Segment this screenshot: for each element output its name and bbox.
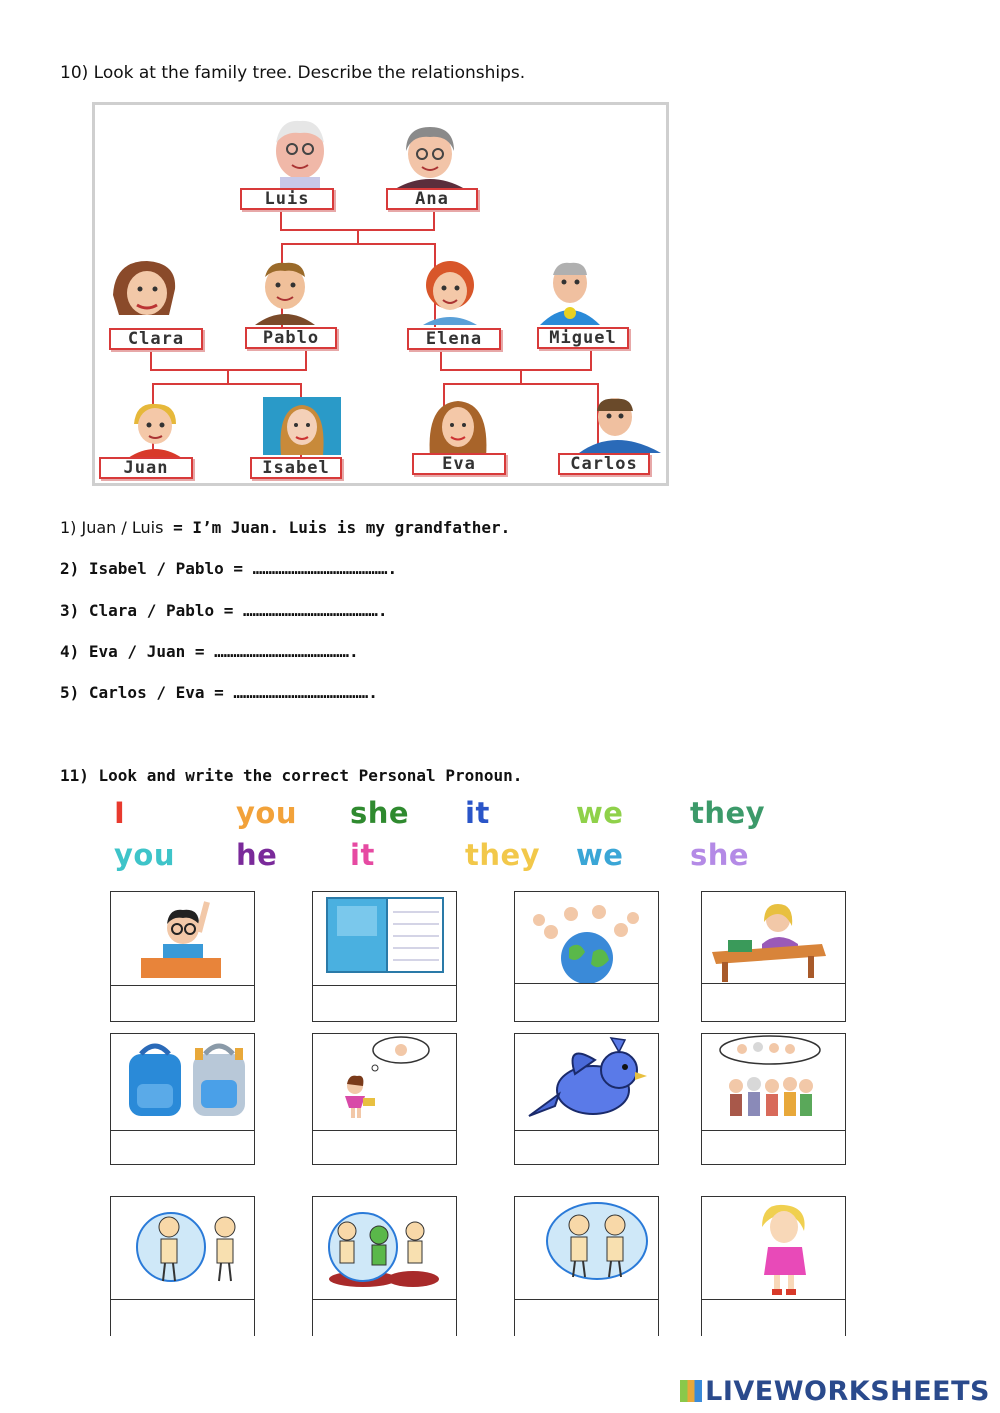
picture-card-1 [110,891,255,1022]
answer-box-9[interactable] [111,1299,254,1336]
word-bank-item: she [350,796,410,830]
juan-portrait-icon [120,398,190,458]
logo-text: LIVEWORKSHEETS [705,1376,990,1407]
picture-card-12 [701,1196,846,1336]
picture-card-11 [514,1196,659,1336]
clara-portrait-icon [105,255,185,325]
carlos-portrait-icon [573,391,665,453]
woman-at-desk-icon [702,892,845,985]
miguel-portrait-icon [535,255,605,325]
boy-at-desk-icon [111,892,254,985]
exercise-10-item-4[interactable]: 4) Eva / Juan = ……………………………………. [60,642,359,661]
liveworksheets-logo [680,1376,990,1407]
example-equals: = [163,518,193,537]
you-three-children-icon [313,1197,456,1299]
logo-mark-icon [680,1380,702,1402]
answer-box-2[interactable] [313,984,456,1021]
word-bank-item: it [350,838,375,872]
word-bank-item: she [690,838,750,872]
tree-name-elena: Elena [407,328,501,350]
answer-box-8[interactable] [702,1130,845,1164]
exercise-10-item-5[interactable]: 5) Carlos / Eva = ……………………………………. [60,683,378,702]
girl-icon [702,1197,845,1299]
answer-box-3[interactable] [515,983,658,1021]
picture-card-5 [110,1033,255,1165]
word-bank-item: I [114,796,126,830]
picture-card-2 [312,891,457,1022]
backpacks-icon [111,1034,254,1130]
tree-name-ana: Ana [386,188,478,210]
answer-box-5[interactable] [111,1130,254,1164]
example-prompt: 1) Juan / Luis [60,518,164,537]
answer-box-11[interactable] [515,1299,658,1336]
girl-thinking-of-boy-icon [313,1034,456,1130]
word-bank-item: they [465,838,541,872]
grandfather-portrait-icon [265,113,335,188]
picture-card-8 [701,1033,846,1165]
word-bank-item: he [236,838,278,872]
picture-card-7 [514,1033,659,1165]
family-tree [92,102,669,486]
picture-card-9 [110,1196,255,1336]
answer-box-6[interactable] [313,1130,456,1164]
exercise-10-title: 10) Look at the family tree. Describe the relationships. [60,63,526,83]
example-answer: I’m Juan. Luis is my grandfather. [192,518,511,537]
tree-name-clara: Clara [109,328,203,350]
two-children-icon [515,1197,658,1299]
word-bank-item: you [236,796,297,830]
word-bank-item: we [576,838,624,872]
blue-bird-icon [515,1034,658,1130]
word-bank-item: we [576,796,624,830]
word-bank-item: you [114,838,175,872]
tree-name-pablo: Pablo [245,327,337,349]
word-bank-item: they [690,796,766,830]
group-thinking-of-group-icon [702,1034,845,1130]
tree-name-luis: Luis [240,188,334,210]
notebook-icon [313,892,456,985]
picture-card-10 [312,1196,457,1336]
exercise-11-title: 11) Look and write the correct Personal Pronoun. [60,766,523,785]
picture-card-3 [514,891,659,1022]
tree-name-eva: Eva [412,453,506,475]
tree-name-isabel: Isabel [250,457,342,479]
eva-portrait-icon [420,395,495,457]
exercise-10-item-3[interactable]: 3) Clara / Pablo = ……………………………………. [60,601,388,620]
picture-card-6 [312,1033,457,1165]
tree-name-miguel: Miguel [537,327,629,349]
tree-name-juan: Juan [99,457,193,479]
answer-box-10[interactable] [313,1299,456,1336]
you-two-children-icon [111,1197,254,1299]
grandmother-portrait-icon [390,119,470,189]
answer-box-1[interactable] [111,984,254,1021]
answer-box-7[interactable] [515,1130,658,1164]
children-on-globe-icon [515,892,658,985]
exercise-10-example [60,518,510,537]
exercise-10-item-2[interactable]: 2) Isabel / Pablo = ……………………………………. [60,559,398,578]
answer-box-12[interactable] [702,1299,845,1336]
word-bank-item: it [465,796,490,830]
isabel-portrait-icon [263,397,341,455]
answer-box-4[interactable] [702,983,845,1021]
tree-name-carlos: Carlos [558,453,650,475]
elena-portrait-icon [415,255,485,325]
pablo-portrait-icon [245,255,325,325]
picture-card-4 [701,891,846,1022]
